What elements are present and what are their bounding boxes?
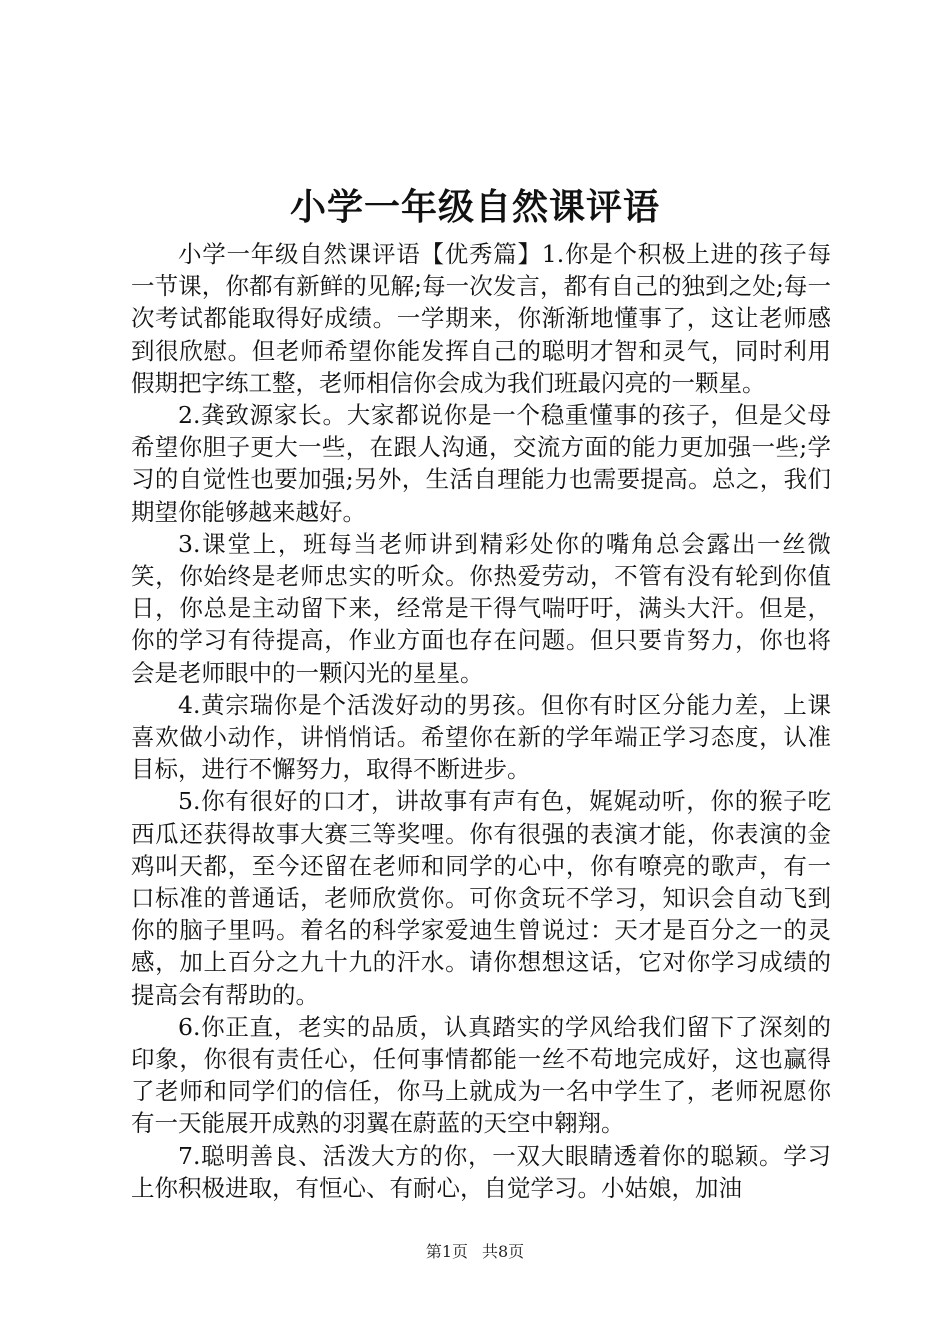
page-total: 共8页 bbox=[482, 1242, 525, 1261]
paragraph-2: 2.龚致源家长。大家都说你是一个稳重懂事的孩子，但是父母希望你胆子更大一些，在跟人沟通，交流方面的能力更加强一些;学习的自觉性也要加强;另外，生活自理能力也需要提高。总之，我们期望你能够越来越好。 bbox=[131, 401, 831, 526]
page-footer bbox=[0, 1240, 950, 1264]
paragraph-5: 5.你有很好的口才，讲故事有声有色，娓娓动听，你的猴子吃西瓜还获得故事大赛三等奖哩。你有很强的表演才能，你表演的金鸡叫天都，至今还留在老师和同学的心中，你有嘹亮的歌声，有一口标准的普通话，老师欣赏你。可你贪玩不学习，知识会自动飞到你的脑子里吗。着名的科学家爱迪生曾说过：天才是百分之一的灵感，加上百分之九十九的汗水。请你想想这话，它对你学习成绩的提高会有帮助的。 bbox=[131, 787, 831, 1009]
paragraph-3: 3.课堂上，班每当老师讲到精彩处你的嘴角总会露出一丝微笑，你始终是老师忠实的听众。你热爱劳动，不管有没有轮到你值日，你总是主动留下来，经常是干得气喘吁吁，满头大汗。但是，你的学习有待提高，作业方面也存在问题。但只要肯努力，你也将会是老师眼中的一颗闪光的星星。 bbox=[131, 529, 831, 687]
paragraph-7: 7.聪明善良、活泼大方的你，一双大眼睛透着你的聪颖。学习上你积极进取，有恒心、有耐心，自觉学习。小姑娘，加油 bbox=[131, 1141, 831, 1202]
paragraph-6: 6.你正直，老实的品质，认真踏实的学风给我们留下了深刻的印象，你很有责任心，任何事情都能一丝不苟地完成好，这也赢得了老师和同学们的信任，你马上就成为一名中学生了，老师祝愿你有一天能展开成熟的羽翼在蔚蓝的天空中翱翔。 bbox=[131, 1012, 831, 1138]
page-number: 第1页 bbox=[425, 1242, 468, 1261]
document-body bbox=[131, 238, 831, 1204]
paragraph-4: 4.黄宗瑞你是个活泼好动的男孩。但你有时区分能力差，上课喜欢做小动作，讲悄悄话。希望你在新的学年端正学习态度，认准目标，进行不懈努力，取得不断进步。 bbox=[131, 690, 831, 784]
paragraph-1: 小学一年级自然课评语【优秀篇】1.你是个积极上进的孩子每一节课，你都有新鲜的见解;每一次发言，都有自己的独到之处;每一次考试都能取得好成绩。一学期来，你渐渐地懂事了，这让老师感到很欣慰。但老师希望你能发挥自己的聪明才智和灵气，同时利用假期把字练工整，老师相信你会成为我们班最闪亮的一颗星。 bbox=[131, 240, 831, 397]
document-title: 小学一年级自然课评语 bbox=[289, 187, 660, 228]
